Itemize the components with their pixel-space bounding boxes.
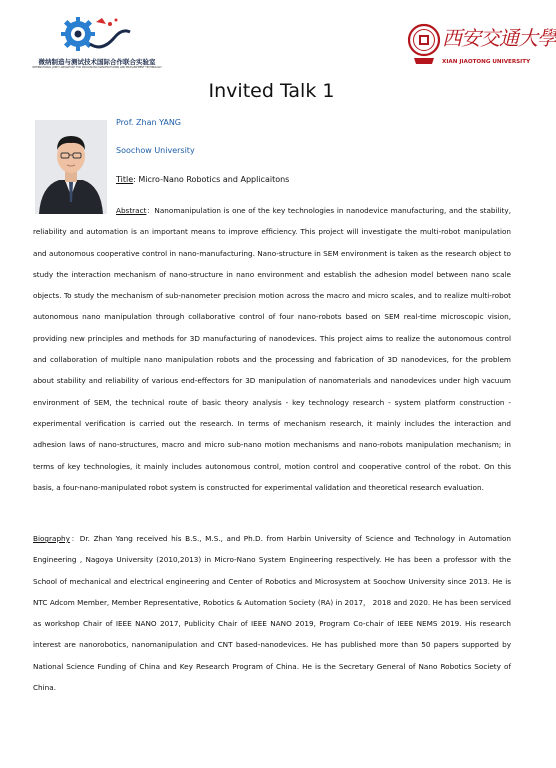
abstract-paragraph xyxy=(33,200,511,498)
university-name-cn: 西安交通大學 xyxy=(442,26,556,50)
biography-label: Biography xyxy=(33,534,70,543)
page-title: Invited Talk 1 xyxy=(208,80,335,102)
lab-logo xyxy=(22,14,172,72)
talk-title-value: : Micro-Nano Robotics and Applicaitons xyxy=(133,175,290,184)
biography-paragraph xyxy=(33,528,511,698)
talk-title xyxy=(116,175,289,184)
lab-name-cn: 微纳制造与测试技术国际合作联合实验室 xyxy=(38,58,156,66)
biography-text: ：Dr. Zhan Yang received his B.S., M.S., and Ph.D. from Harbin University of Science and Technology in Automation Engineering , Nagoya University (2010,2013) in Micro-Nano System Engineering respectively. He has been a professor with the School of mechanical and electrical engineering and Center of Robotics and Microsystem at Soochow University since 2013. He is NTC Adcom Member, Member Representative, Robotics & Automation Society (RA) in 2017， 2018 and 2020. He has been serviced as workshop Chair of IEEE NANO 2017, Publicity Chair of IEEE NANO 2019, Program Co-chair of IEEE NEMS 2019. His research interest are nanorobotics, nanomanipulation and CNT based-nanodevices. He has published more than 50 papers supported by National Science Funding of China and Key Research Program of China. He is the Secretary General of Nano Robotics Society of China. xyxy=(33,534,511,693)
abstract-text: ：Nanomanipulation is one of the key technologies in nanodevice manufacturing, and the stability, reliability and automation is an important means to improve efficiency. This project will investigate the multi-robot manipulation and autonomous cooperative control in nano-manufacturing. Nano-structure in SEM environment is taken as the research object to study the interaction mechanism of nano-structure in nano environment and establish the adhesion model between nano scale objects. To study the mechanism of sub-nanometer precision motion across the macro and micro scales, and to realize multi-robot autonomous nano manipulation through collaborative control of four nano-robots based on SEM real-time microscopic vision, providing new principles and methods for 3D manufacturing of nanodevices. This project aims to realize the autonomous control and collaboration of multiple nano manipulation robots and the processing and fabrication of 3D nanodevices, for the problem about stability and reliability of various end-effectors for 3D manipulation of nanomaterials and nanodevices under high vacuum environment of SEM, the technical route of basic theory analysis - key technology research - system platform construction - experimental verification is carried out the research. In terms of mechanism research, it mainly includes the interaction and adhesion laws of nano-structures, macro and micro sub-nano motion mechanisms and nano-robots manipulation mechanism; in terms of key technologies, it mainly includes autonomous control, motion control and cooperative control of the robot. On this basis, a four-nano-manipulated robot system is constructed for experimental validation and theoretical research evaluation. xyxy=(33,206,511,492)
lab-name-en: INTERNATIONAL JOINT LABORATORY FOR MICRO/NANO MANUFACTURING AND MEASUREMENT TECHNOLOGY xyxy=(32,66,162,69)
university-name-en: XIAN JIAOTONG UNIVERSITY xyxy=(442,59,531,65)
talk-title-label: Title xyxy=(116,175,134,184)
gear-logo-icon xyxy=(52,14,142,56)
university-logo xyxy=(408,20,556,70)
abstract-label: Abstract xyxy=(116,206,147,215)
speaker-name: Prof. Zhan YANG xyxy=(116,118,181,127)
university-seal-icon xyxy=(408,20,440,68)
speaker-affiliation: Soochow University xyxy=(116,146,195,155)
